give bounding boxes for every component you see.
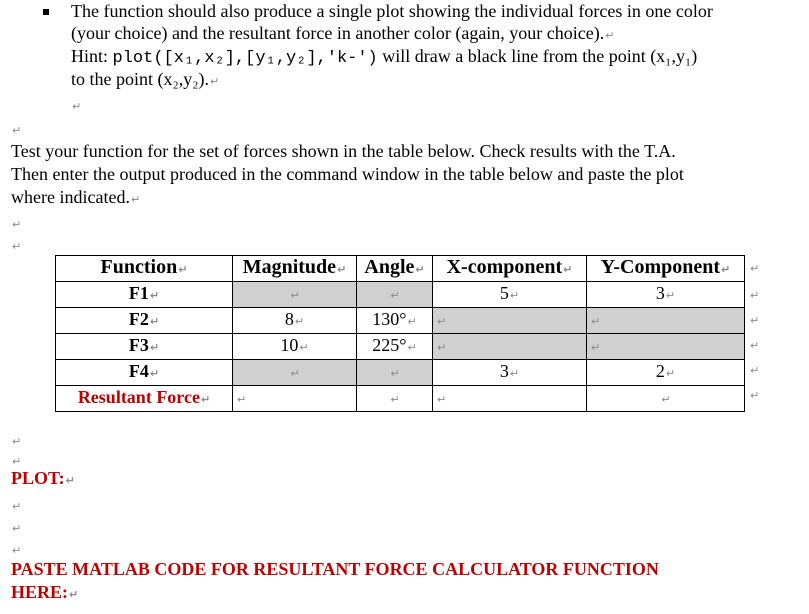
row-label: F2↵ xyxy=(56,308,233,334)
magnitude-cell[interactable]: ↵ xyxy=(233,386,357,412)
magnitude-cell[interactable]: 8↵ xyxy=(233,308,357,334)
angle-cell[interactable]: ↵ xyxy=(357,282,433,308)
row-end-mark-icon: ↵ xyxy=(750,364,760,377)
x-component-cell[interactable]: 5↵ xyxy=(433,282,587,308)
angle-cell[interactable]: 130°↵ xyxy=(357,308,433,334)
magnitude-cell[interactable]: ↵ xyxy=(233,360,357,386)
table-row-resultant xyxy=(56,386,745,412)
header-magnitude: Magnitude↵ xyxy=(233,256,357,282)
table-row xyxy=(56,282,745,308)
header-function: Function↵ xyxy=(56,256,233,282)
row-label: F1↵ xyxy=(56,282,233,308)
x-component-cell[interactable]: ↵ xyxy=(433,334,587,360)
y-component-cell[interactable]: ↵ xyxy=(587,386,745,412)
table-row xyxy=(56,360,745,386)
x-component-cell[interactable]: ↵ xyxy=(433,308,587,334)
empty-paragraph xyxy=(11,117,21,142)
paragraph-mark-icon: ↵ xyxy=(12,218,22,231)
paragraph-mark-icon: ↵ xyxy=(210,75,220,88)
paragraph-mark-icon: ↵ xyxy=(12,124,22,137)
row-end-mark-icon: ↵ xyxy=(750,389,760,402)
header-angle: Angle↵ xyxy=(357,256,433,282)
magnitude-cell[interactable]: 10↵ xyxy=(233,334,357,360)
para1-line2: (your choice) and the resultant force in another color (again, your choice).↵ xyxy=(71,23,615,43)
row-end-mark-icon: ↵ xyxy=(750,262,760,275)
paragraph-mark-icon: ↵ xyxy=(72,100,82,113)
paragraph-mark-icon: ↵ xyxy=(12,500,22,513)
header-x-component: X-component↵ xyxy=(433,256,587,282)
paragraph-mark-icon: ↵ xyxy=(605,29,615,42)
plot-heading: PLOT:↵ xyxy=(11,468,75,488)
y-component-cell[interactable]: 2↵ xyxy=(587,360,745,386)
table-row xyxy=(56,308,745,334)
paragraph-mark-icon: ↵ xyxy=(12,240,22,253)
magnitude-cell[interactable]: ↵ xyxy=(233,282,357,308)
empty-paragraph xyxy=(11,233,21,258)
paste-code-heading-cont: HERE:↵ xyxy=(11,582,79,602)
para2-line3: where indicated.↵ xyxy=(11,187,141,207)
para2-line1: Test your function for the set of forces shown in the table below. Check results with the T.A. xyxy=(11,141,676,161)
angle-cell[interactable]: ↵ xyxy=(357,386,433,412)
y-component-cell[interactable]: ↵ xyxy=(587,308,745,334)
row-end-mark-icon: ↵ xyxy=(750,289,760,302)
row-label: F3↵ xyxy=(56,334,233,360)
empty-paragraph xyxy=(71,93,81,118)
angle-cell[interactable]: ↵ xyxy=(357,360,433,386)
y-component-cell[interactable]: ↵ xyxy=(587,334,745,360)
para1-hint-line: Hint: plot([x₁,x₂],[y₁,y₂],'k-') will draw a black line from the point (x₁,y₁) xyxy=(71,46,698,68)
forces-table xyxy=(55,255,745,412)
para1-line1: The function should also produce a single plot showing the individual forces in one color xyxy=(71,1,713,21)
para2-line2: Then enter the output produced in the command window in the table below and paste the plot xyxy=(11,164,684,184)
paragraph-mark-icon: ↵ xyxy=(12,522,22,535)
table-header-row xyxy=(56,256,745,282)
para1-line4: to the point (x₂,y₂).↵ xyxy=(71,69,220,89)
row-label: Resultant Force↵ xyxy=(56,386,233,412)
paragraph-mark-icon: ↵ xyxy=(12,455,22,468)
paragraph-mark-icon: ↵ xyxy=(12,435,22,448)
row-end-mark-icon: ↵ xyxy=(750,339,760,352)
paragraph-mark-icon: ↵ xyxy=(130,193,141,206)
x-component-cell[interactable]: ↵ xyxy=(433,386,587,412)
angle-cell[interactable]: 225°↵ xyxy=(357,334,433,360)
row-label: F4↵ xyxy=(56,360,233,386)
y-component-cell[interactable]: 3↵ xyxy=(587,282,745,308)
paragraph-mark-icon: ↵ xyxy=(12,544,22,557)
hint-code: plot([x₁,x₂],[y₁,y₂],'k-') xyxy=(112,49,378,68)
paste-code-heading: PASTE MATLAB CODE FOR RESULTANT FORCE CALCULATOR FUNCTION xyxy=(11,559,659,579)
header-y-component: Y-Component↵ xyxy=(587,256,745,282)
bullet-marker xyxy=(43,9,49,15)
row-end-mark-icon: ↵ xyxy=(750,314,760,327)
table-row xyxy=(56,334,745,360)
x-component-cell[interactable]: 3↵ xyxy=(433,360,587,386)
